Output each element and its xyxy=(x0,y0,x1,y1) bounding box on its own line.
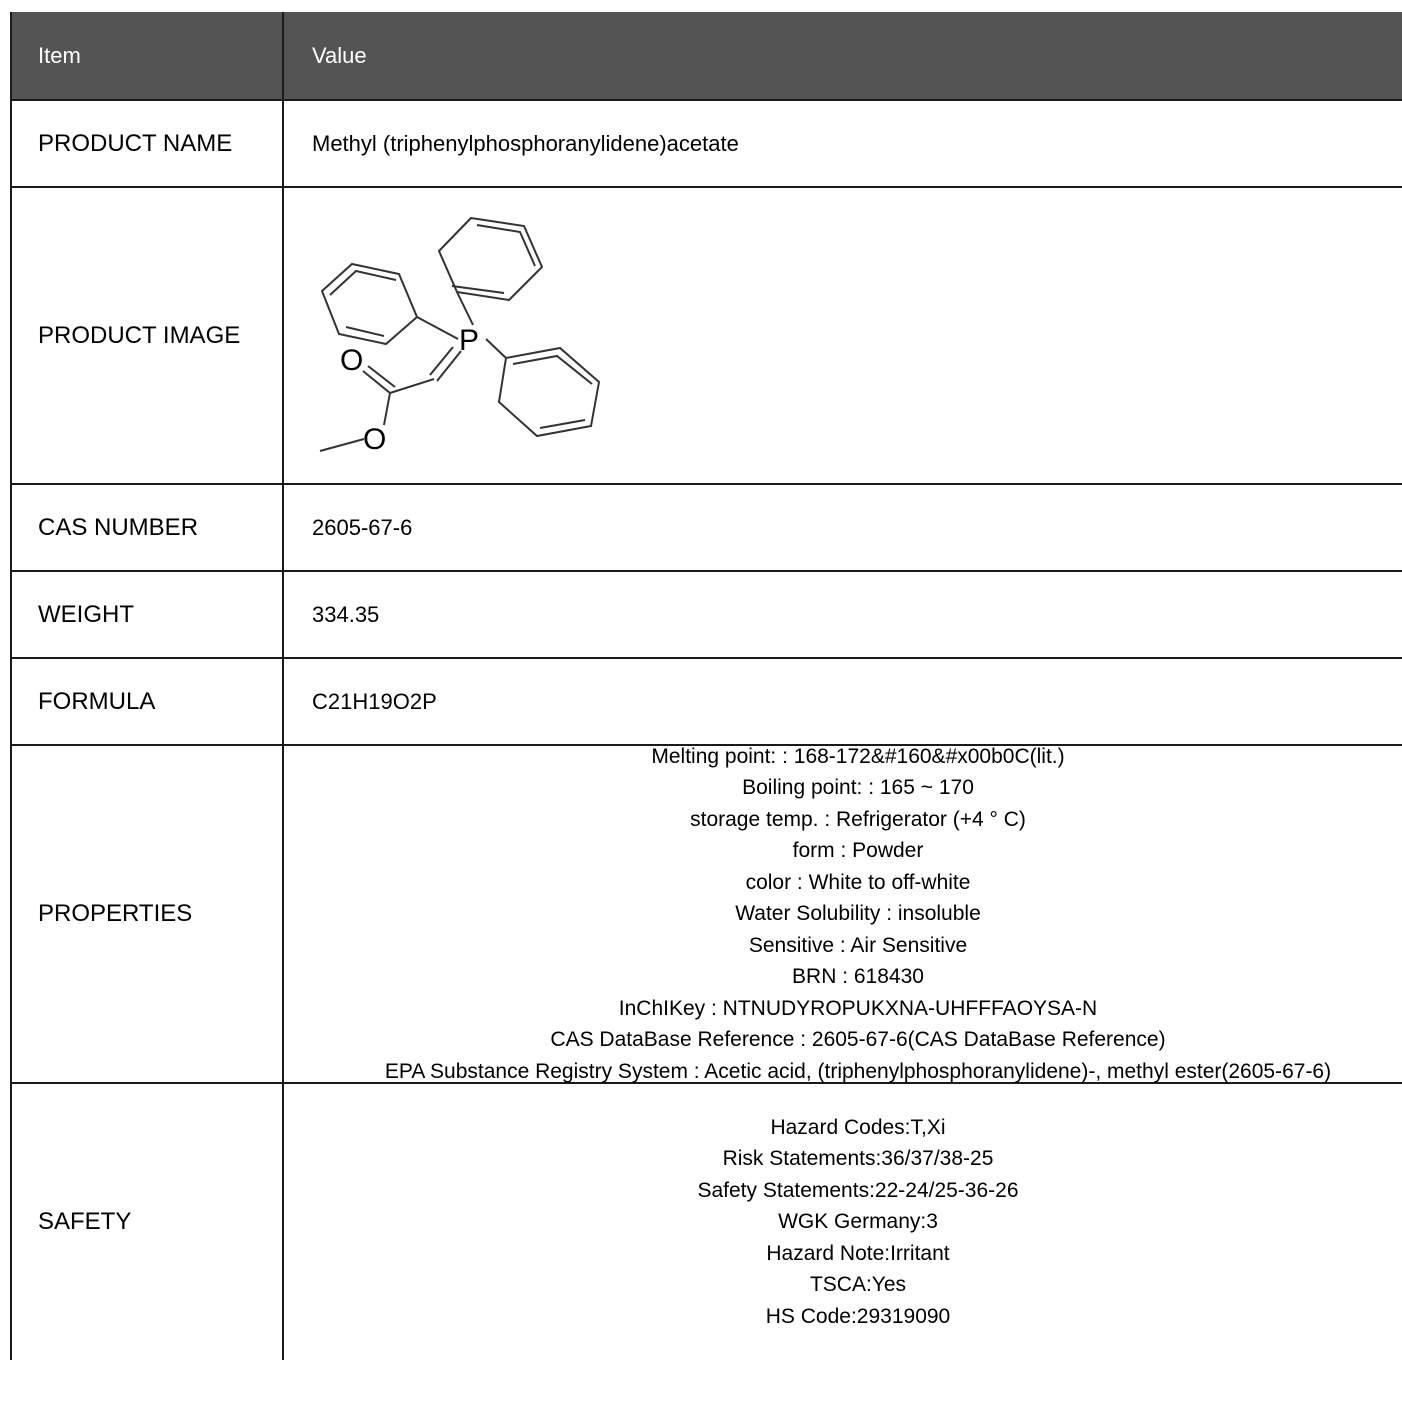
safety-line: TSCA:Yes xyxy=(809,1273,907,1297)
row-value-safety xyxy=(284,1084,1402,1360)
bond-ylide-carbonyl xyxy=(390,379,434,393)
safety-line: Hazard Codes:T,Xi xyxy=(770,1115,946,1139)
atom-o-carbonyl-label: O xyxy=(340,343,364,377)
row-label-product-image: PRODUCT IMAGE xyxy=(12,188,284,483)
table-row-product-image xyxy=(12,188,1402,485)
table-header-row xyxy=(12,12,1402,101)
bond-carbonyl-ester-o xyxy=(384,393,390,425)
row-value-product-image xyxy=(284,188,1402,483)
safety-line: Safety Statements:22-24/25-36-26 xyxy=(697,1178,1019,1202)
property-line: form : Powder xyxy=(792,839,924,863)
header-value: Value xyxy=(312,42,367,68)
property-line: EPA Substance Registry System : Acetic acid, (triphenylphosphoranylidene)-, methyl ester(2605-67-6) xyxy=(384,1059,1332,1083)
bond-carbonyl-o xyxy=(363,371,390,393)
property-line: Water Solubility : insoluble xyxy=(735,902,981,926)
phenyl-ring-top xyxy=(439,218,542,300)
table-row-cas-number xyxy=(12,485,1402,572)
table-row-formula xyxy=(12,659,1402,746)
table-row-safety xyxy=(12,1084,1402,1360)
table-row-weight xyxy=(12,572,1402,659)
row-value-weight: 334.35 xyxy=(312,601,380,627)
bond-p-left xyxy=(417,317,458,339)
row-value-product-name: Methyl (triphenylphosphoranylidene)acetate xyxy=(312,130,739,156)
property-line: Melting point: : 168-172&#160&#x00b0C(lit.) xyxy=(651,744,1065,768)
row-value-cas-number: 2605-67-6 xyxy=(312,514,413,540)
bond-p-top xyxy=(457,292,473,325)
header-item: Item xyxy=(12,12,284,99)
atom-o-ester-label: O xyxy=(363,422,387,456)
bond-p-ylide xyxy=(437,351,461,381)
row-value-properties xyxy=(284,746,1402,1082)
property-line: CAS DataBase Reference : 2605-67-6(CAS DataBase Reference) xyxy=(550,1028,1166,1052)
row-label-safety: SAFETY xyxy=(12,1084,284,1360)
bond-p-right xyxy=(486,339,506,358)
atom-p-label: P xyxy=(459,323,480,357)
row-label-weight: WEIGHT xyxy=(12,572,284,657)
property-line: BRN : 618430 xyxy=(792,965,924,989)
property-line: InChIKey : NTNUDYROPUKXNA-UHFFFAOYSA-N xyxy=(618,996,1098,1020)
property-line: storage temp. : Refrigerator (+4 ° C) xyxy=(690,807,1026,831)
row-label-formula: FORMULA xyxy=(12,659,284,744)
property-line: color : White to off-white xyxy=(745,870,971,894)
property-line: Sensitive : Air Sensitive xyxy=(748,933,968,957)
row-value-formula: C21H19O2P xyxy=(312,688,437,714)
phenyl-ring-right xyxy=(499,348,599,436)
safety-line: WGK Germany:3 xyxy=(778,1210,938,1234)
product-spec-table xyxy=(10,12,1402,1360)
table-row-product-name xyxy=(12,101,1402,188)
row-label-cas-number: CAS NUMBER xyxy=(12,485,284,570)
table-row-properties xyxy=(12,746,1402,1084)
safety-line: Risk Statements:36/37/38-25 xyxy=(722,1147,994,1171)
safety-line: Hazard Note:Irritant xyxy=(766,1241,950,1265)
chemical-structure-image xyxy=(306,211,616,461)
safety-line: HS Code:29319090 xyxy=(765,1304,951,1328)
bond-ester-methyl xyxy=(320,439,364,451)
property-line: Boiling point: : 165 ~ 170 xyxy=(742,776,974,800)
row-label-product-name: PRODUCT NAME xyxy=(12,101,284,186)
row-label-properties: PROPERTIES xyxy=(12,746,284,1082)
